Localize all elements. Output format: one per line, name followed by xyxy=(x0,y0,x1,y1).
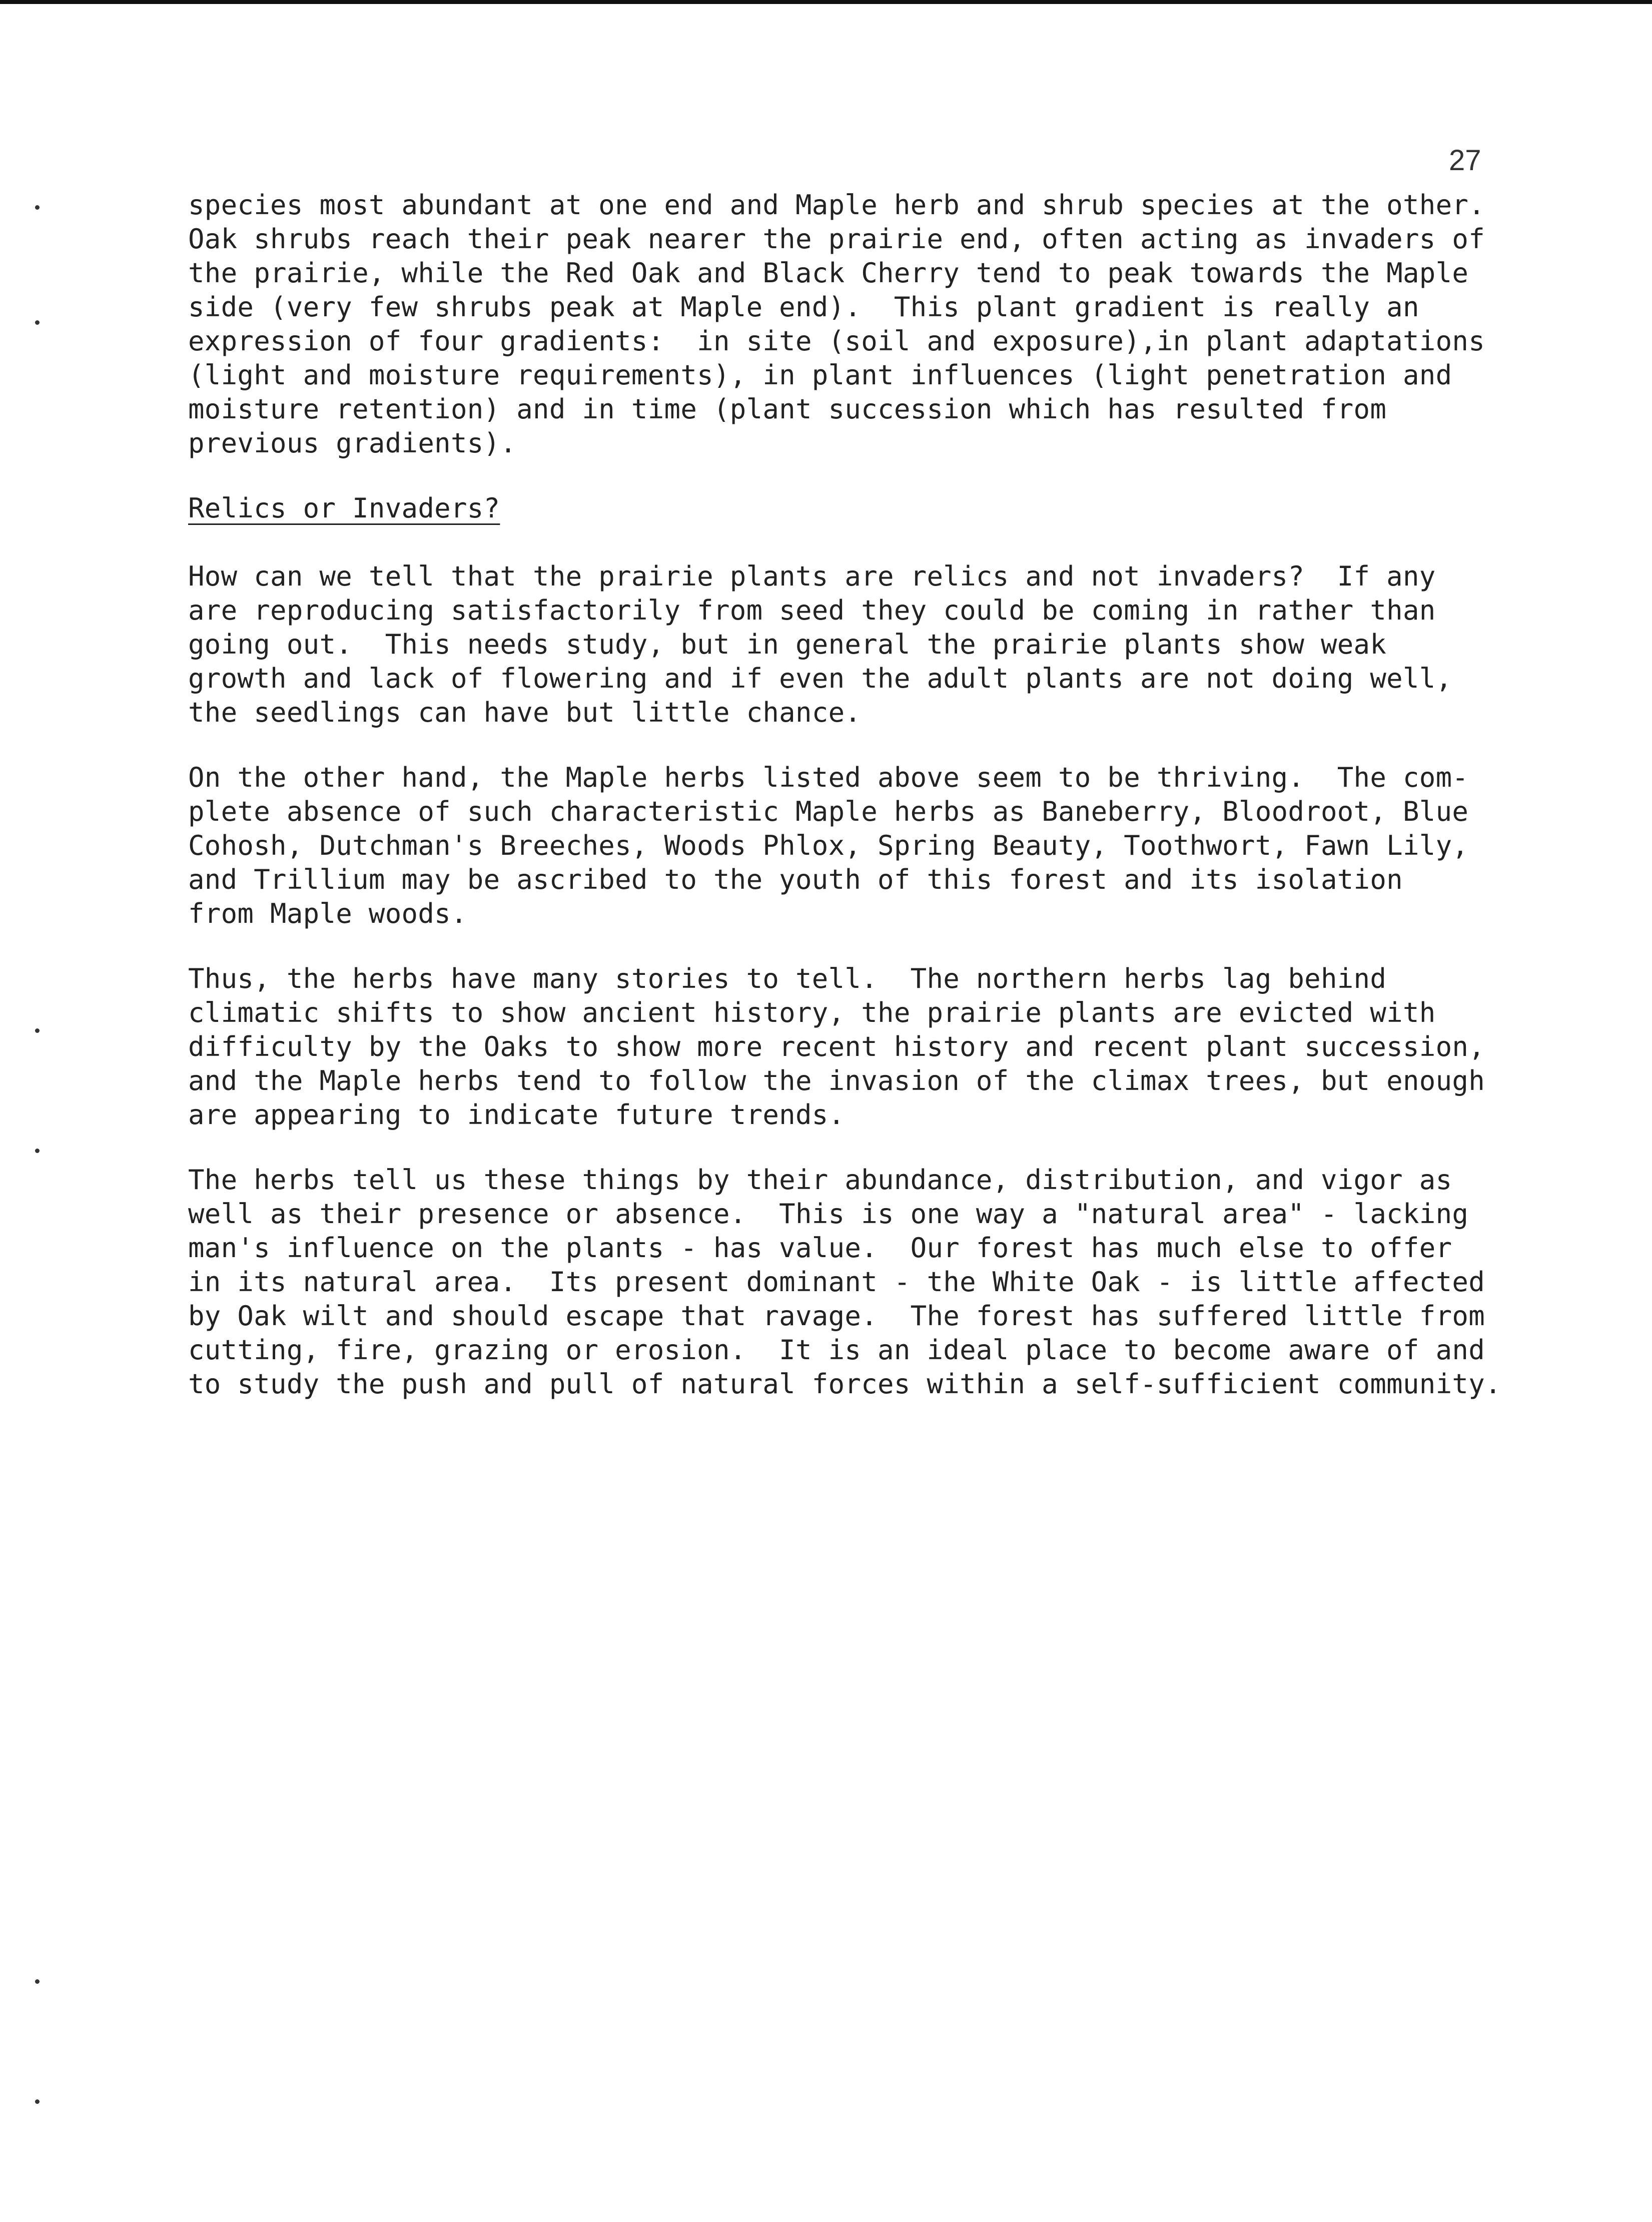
text-line: the seedlings can have but little chance. xyxy=(188,697,862,728)
binder-mark xyxy=(35,205,40,210)
text-line: plete absence of such characteristic Maple herbs as Baneberry, Bloodroot, Blue xyxy=(188,796,1469,827)
text-line: man's influence on the plants - has value. Our forest has much else to offer xyxy=(188,1232,1452,1264)
text-line: Oak shrubs reach their peak nearer the prairie end, often acting as invaders of xyxy=(188,223,1485,255)
binder-mark xyxy=(35,1028,40,1033)
binder-mark xyxy=(35,1979,40,1984)
text-line: in its natural area. Its present dominant - the White Oak - is little affected xyxy=(188,1266,1485,1298)
text-line: by Oak wilt and should escape that ravage. The forest has suffered little from xyxy=(188,1300,1485,1332)
text-line: previous gradients). xyxy=(188,427,517,459)
text-line: (light and moisture requirements), in plant influences (light penetration and xyxy=(188,359,1452,391)
page-number: 27 xyxy=(1449,144,1481,177)
text-line: On the other hand, the Maple herbs listed above seem to be thriving. The com- xyxy=(188,762,1469,793)
scan-top-edge xyxy=(0,0,1652,4)
text-line: the prairie, while the Red Oak and Black Cherry tend to peak towards the Maple xyxy=(188,257,1469,289)
text-line: moisture retention) and in time (plant succession which has resulted from xyxy=(188,393,1387,425)
section-heading: Relics or Invaders? xyxy=(188,492,500,524)
text-line: to study the push and pull of natural forces within a self-sufficient community. xyxy=(188,1368,1501,1400)
text-line: The herbs tell us these things by their abundance, distribution, and vigor as xyxy=(188,1164,1452,1196)
text-line: Thus, the herbs have many stories to tell. The northern herbs lag behind xyxy=(188,963,1387,994)
text-line: expression of four gradients: in site (soil and exposure),in plant adaptations xyxy=(188,325,1485,357)
binder-mark xyxy=(35,320,40,325)
binder-mark xyxy=(35,1149,40,1153)
text-line: and the Maple herbs tend to follow the invasion of the climax trees, but enough xyxy=(188,1065,1485,1096)
text-line: climatic shifts to show ancient history, the prairie plants are evicted with xyxy=(188,997,1436,1028)
text-line: growth and lack of flowering and if even the adult plants are not doing well, xyxy=(188,663,1452,694)
text-line: Cohosh, Dutchman's Breeches, Woods Phlox, Spring Beauty, Toothwort, Fawn Lily, xyxy=(188,830,1469,861)
text-line: cutting, fire, grazing or erosion. It is an ideal place to become aware of and xyxy=(188,1334,1485,1366)
text-line: well as their presence or absence. This is one way a "natural area" - lacking xyxy=(188,1198,1469,1230)
text-line: going out. This needs study, but in general the prairie plants show weak xyxy=(188,629,1387,660)
binder-mark xyxy=(35,2099,40,2104)
text-line: species most abundant at one end and Maple herb and shrub species at the other. xyxy=(188,189,1485,221)
text-line: and Trillium may be ascribed to the youth of this forest and its isolation xyxy=(188,864,1403,895)
text-line: from Maple woods. xyxy=(188,898,467,929)
text-line: side (very few shrubs peak at Maple end). This plant gradient is really an xyxy=(188,291,1419,323)
text-line: are reproducing satisfactorily from seed they could be coming in rather than xyxy=(188,595,1436,626)
text-line: How can we tell that the prairie plants are relics and not invaders? If any xyxy=(188,561,1436,592)
text-line: are appearing to indicate future trends. xyxy=(188,1099,845,1131)
text-line: difficulty by the Oaks to show more recent history and recent plant succession, xyxy=(188,1031,1485,1062)
